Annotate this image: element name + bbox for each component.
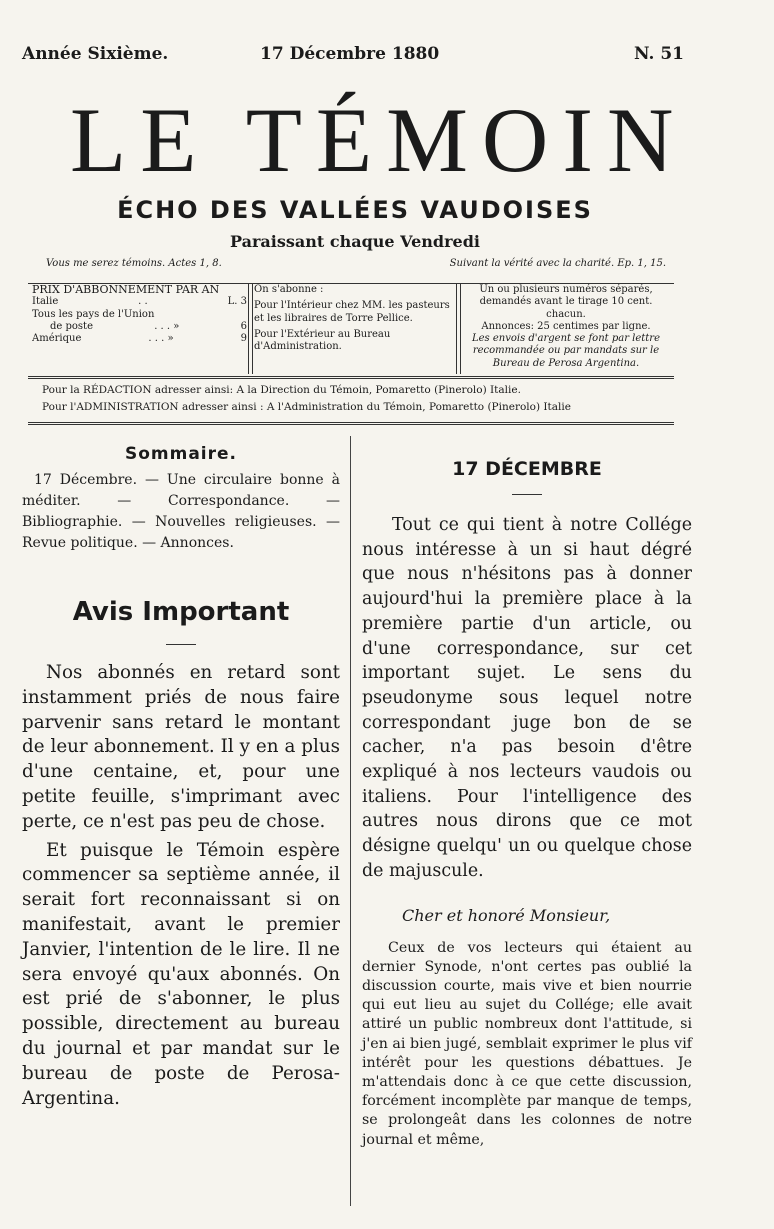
redaction-address: Pour la RÉDACTION adresser ainsi: A la Direction du Témoin, Pomaretto (Pinerolo) Italie. (42, 384, 521, 396)
annonces-info: Annonces: 25 centimes par ligne. (481, 320, 651, 332)
column-separator (456, 284, 461, 374)
motto-left: Vous me serez témoins. Actes 1, 8. (46, 258, 222, 269)
issue-number: N. 51 (634, 44, 684, 64)
sommaire-title: Sommaire. (124, 444, 238, 464)
price-row: Amérique . . . » 9 (32, 333, 247, 345)
short-rule (166, 644, 196, 645)
letter-salutation: Cher et honoré Monsieur, (402, 905, 611, 925)
subscription-notes (462, 284, 670, 374)
right-column (362, 436, 692, 1196)
column-separator (248, 284, 253, 374)
short-rule (512, 494, 542, 495)
exterieur-info: Pour l'Extérieur au Bureau d'Administration. (254, 328, 391, 353)
on-sabonne: On s'abonne : (254, 284, 324, 295)
letter-body: Ceux de vos lecteurs qui étaient au dernier Synode, n'ont certes pas oublié la discussion courte, mais vive et bien nourrie qui eut lieu au sujet du Collége; elle avait attiré un public nombreux dont l'attitude, si j'en ai bien jugé, semblait exprimer le plus vif intérêt pour les questions débattues. Je m'attendais donc à ce que cette discussion, forcément incomplète par manque de temps, se prolongeât dans les colonnes de notre journal et même, (362, 939, 692, 1148)
issue-date: 17 Décembre 1880 (260, 44, 440, 64)
prices-heading: PRIX D'ABBONNEMENT PAR AN (32, 284, 220, 296)
publication-frequency: Paraissant chaque Vendredi (230, 232, 480, 251)
left-column (22, 436, 340, 1196)
administration-address: Pour l'ADMINISTRATION adresser ainsi : A l'Administration du Témoin, Pomaretto (Pinerolo) Italie (42, 401, 571, 413)
mottos (46, 258, 666, 274)
interieur-info: Pour l'Intérieur chez MM. les pasteurs et les libraires de Torre Pellice. (254, 300, 450, 324)
issue-year: Année Sixième. (22, 44, 169, 64)
article-intro: Tout ce qui tient à notre Collége nous intéresse à un si haut dégré que nous n'hésitons pas à donner aujourd'hui la première place à la première partie d'un article, ou d'une correspondance, sur cet important sujet. Le sens du pseudonyme sous lequel notre correspondant juge bon de se cacher, n'a pas besoin d'être expliqué à nos lecteurs vaudois ou italiens. Pour l'intelligence des autres nous dirons que ce mot désigne quelqu' un ou quelque chose de majuscule. (362, 515, 692, 881)
issue-header (22, 44, 684, 68)
column-divider (350, 436, 351, 1206)
envois-info: Les envois d'argent se font par lettre recommandée ou par mandats sur le Bureau de Perosa Argentina. (471, 333, 661, 369)
subscription-where (254, 284, 454, 374)
newspaper-title: LE TÉMOIN (70, 89, 688, 191)
numeros-info: Un ou plusieurs numéros séparés, demandés avant le tirage 10 cent. chacun. (479, 284, 653, 320)
address-box (28, 382, 674, 425)
newspaper-subtitle: ÉCHO DES VALLÉES VAUDOISES (117, 196, 593, 224)
price-row: Tous les pays de l'Union (32, 308, 155, 320)
avis-paragraph-2: Et puisque le Témoin espère commencer sa septième année, il serait fort reconnaissant si on manifestait, avant le premier Janvier, l'intention de le lire. Il ne sera envoyé qu'aux abonnés. On est prié de s'abonner, le plus possible, directement au bureau du journal et par mandat sur le bureau de poste de Perosa-Argentina. (22, 839, 340, 1109)
article-title: 17 DÉCEMBRE (452, 458, 602, 480)
price-row: Italie . . L. 3 (32, 296, 247, 308)
avis-title: Avis Important (72, 597, 290, 627)
price-row: de poste . . . » 6 (50, 320, 247, 332)
sommaire-text: 17 Décembre. — Une circulaire bonne à méditer. — Correspondance. — Bibliographie. — Nouvelles religieuses. — Revue politique. — Annonces. (22, 472, 340, 551)
subscription-prices (32, 284, 247, 374)
avis-paragraph-1: Nos abonnés en retard sont instamment priés de nous faire parvenir sans retard le montant de leur abonnement. Il y en a plus d'une centaine, et, pour une petite feuille, s'imprimant avec perte, ce n'est pas peu de chose. (22, 662, 340, 832)
subscription-box (28, 283, 674, 379)
motto-right: Suivant la vérité avec la charité. Ep. 1, 15. (449, 258, 666, 269)
